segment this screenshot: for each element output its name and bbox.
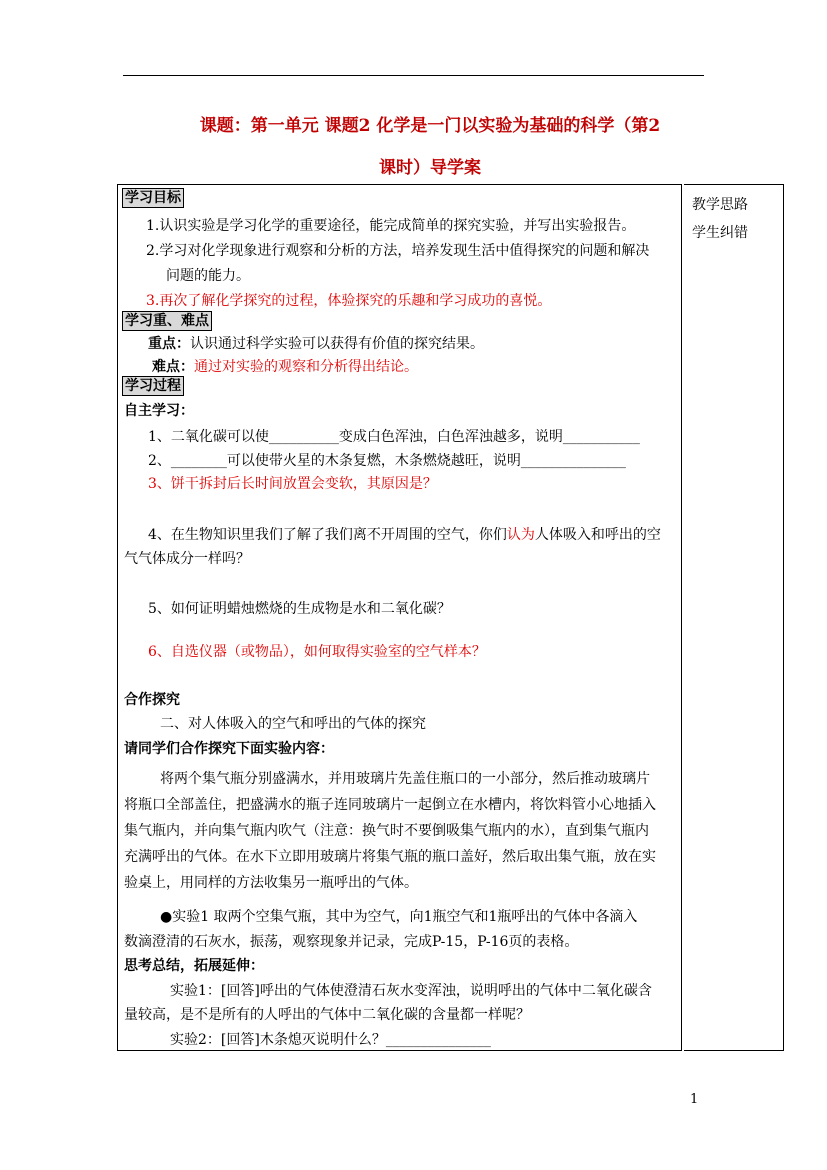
question-1: 1、二氧化碳可以使__________变成白色浑浊，白色浑浊越多，说明___________ — [148, 429, 640, 445]
side-label-teaching: 教学思路 — [692, 197, 748, 213]
procedure-line-4: 充满呼出的气体。在水下立即用玻璃片将集气瓶的瓶口盖好，然后取出集气瓶，放在实 — [124, 849, 656, 865]
question-4b: 气气体成分一样吗？ — [124, 551, 250, 567]
question-3: 3、饼干拆封后长时间放置会变软，其原因是？ — [148, 476, 437, 492]
keypoint-key — [148, 333, 484, 353]
question-6: 6、自选仪器（或物品），如何取得实验室的空气样本？ — [148, 644, 486, 660]
coop-heading: 合作探究 — [124, 692, 180, 708]
difficulty-label: 难点： — [152, 359, 194, 375]
question-4-post: 人体吸入和呼出的空 — [534, 527, 661, 543]
goal-item-2b: 问题的能力。 — [166, 268, 250, 284]
procedure-line-1: 将两个集气瓶分别盛满水，并用玻璃片先盖住瓶口的一小部分，然后推动玻璃片 — [160, 771, 650, 787]
experiment-1-line-2: 数滴澄清的石灰水，振荡，观察现象并记录，完成P-15，P-16页的表格。 — [124, 934, 579, 950]
experiment-1-line-1: ●实验1 取两个空集气瓶，其中为空气，向1瓶空气和1瓶呼出的气体中各滴入 — [160, 909, 638, 925]
answer-2: 实验2：[回答]木条熄灭说明什么？_______________ — [170, 1032, 491, 1048]
coop-prompt: 请同学们合作探究下面实验内容： — [124, 741, 334, 757]
procedure-line-2: 将瓶口全部盖住，把盛满水的瓶子连同玻璃片一起倒立在水槽内，将饮料管小心地插入 — [124, 797, 656, 813]
difficulty-text: 通过对实验的观察和分析得出结论。 — [194, 359, 418, 375]
page-title-line2: 课时）导学案 — [379, 158, 481, 178]
goal-item-3: 3.再次了解化学探究的过程，体验探究的乐趣和学习成功的喜悦。 — [146, 293, 552, 309]
question-4-highlight: 认为 — [506, 527, 535, 543]
key-text: 认识通过科学实验可以获得有价值的探究结果。 — [190, 336, 484, 352]
question-2: 2、________可以使带火星的木条复燃，木条燃烧越旺，说明_______________ — [148, 453, 626, 469]
side-label-correction: 学生纠错 — [692, 225, 748, 241]
answer-1-line-1: 实验1：[回答]呼出的气体使澄清石灰水变浑浊，说明呼出的气体中二氧化碳含 — [170, 983, 652, 999]
process-heading: 学习过程 — [122, 376, 184, 396]
goal-item-2a: 2.学习对化学现象进行观察和分析的方法，培养发现生活中值得探究的问题和解决 — [146, 243, 650, 259]
keypoint-difficulty — [152, 356, 418, 376]
goals-heading: 学习目标 — [122, 188, 184, 208]
summary-heading: 思考总结，拓展延伸： — [124, 958, 264, 974]
self-study-label: 自主学习： — [124, 403, 194, 419]
question-4a — [148, 524, 661, 544]
procedure-line-5: 验桌上，用同样的方法收集另一瓶呼出的气体。 — [124, 875, 418, 891]
procedure-line-3: 集气瓶内，并向集气瓶内吹气（注意：换气时不要倒吸集气瓶内的水），直到集气瓶内 — [124, 823, 649, 839]
page-title-line1: 课题：第一单元 课题2 化学是一门以实验为基础的科学（第2 — [199, 116, 661, 136]
page-number: 1 — [690, 1092, 699, 1107]
answer-1-line-2: 量较高，是不是所有的人呼出的气体中二氧化碳的含量都一样呢？ — [124, 1007, 530, 1023]
keypoints-heading: 学习重、难点 — [122, 311, 212, 331]
header-rule — [123, 75, 704, 76]
question-4-pre: 4、在生物知识里我们了解了我们离不开周围的空气，你们 — [148, 527, 507, 543]
goal-item-1: 1.认识实验是学习化学的重要途径，能完成简单的探究实验，并写出实验报告。 — [146, 218, 636, 234]
key-label: 重点： — [148, 336, 190, 352]
question-5: 5、如何证明蜡烛燃烧的生成物是水和二氧化碳？ — [148, 601, 451, 617]
coop-subheading: 二、对人体吸入的空气和呼出的气体的探究 — [160, 716, 426, 732]
side-notes-cell — [684, 184, 784, 1051]
